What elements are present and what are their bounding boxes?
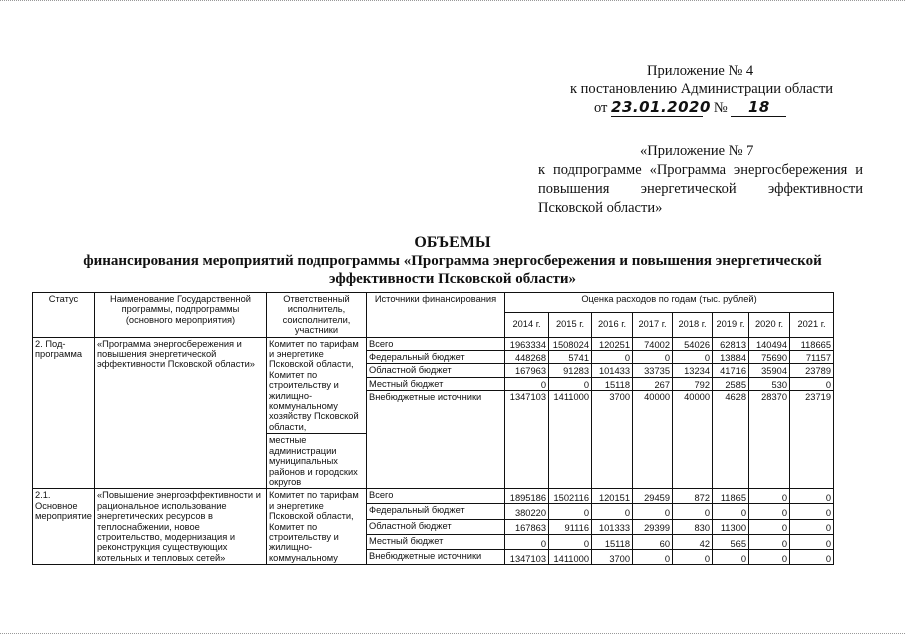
row-source: Федеральный бюджет	[367, 504, 505, 519]
funding-table	[32, 292, 834, 565]
row-source: Местный бюджет	[367, 377, 505, 390]
appendix-date-line	[570, 98, 870, 117]
row-value: 1895186	[505, 489, 549, 504]
row-value: 15118	[592, 534, 633, 549]
row-value: 565	[713, 534, 749, 549]
handwritten-number: 18	[731, 98, 786, 117]
row-value: 4628	[713, 391, 749, 489]
row-value: 0	[673, 351, 713, 364]
row-value: 3700	[592, 391, 633, 489]
row-value: 0	[592, 504, 633, 519]
row-value: 0	[790, 549, 834, 564]
row-value: 0	[549, 377, 592, 390]
row-status: 2.1. Основное мероприятие	[33, 489, 95, 565]
row-source: Всего	[367, 337, 505, 350]
row-value: 120151	[592, 489, 633, 504]
row-value: 0	[673, 549, 713, 564]
header-estimate: Оценка расходов по годам (тыс. рублей)	[505, 293, 834, 313]
row-value: 830	[673, 519, 713, 534]
row-value: 0	[633, 504, 673, 519]
row-value: 29399	[633, 519, 673, 534]
row-value: 40000	[633, 391, 673, 489]
appendix-7-subprogram: к подпрограмме «Программа энергосбережения и повышения энергетической эффективности Псковской области»	[538, 162, 863, 216]
title-description: финансирования мероприятий подпрограммы «Программа энергосбережения и повышения энергетической эффективности Псковской области»	[83, 253, 822, 287]
header-year: 2014 г.	[505, 312, 549, 337]
header-year: 2018 г.	[673, 312, 713, 337]
header-executor: Ответственный исполнитель, соисполнители, участники	[267, 293, 367, 338]
header-year: 2021 г.	[790, 312, 834, 337]
table-row	[33, 337, 834, 350]
row-value: 0	[790, 534, 834, 549]
date-prefix: от	[594, 100, 608, 116]
header-year: 2015 г.	[549, 312, 592, 337]
row-value: 91116	[549, 519, 592, 534]
table-header-row	[33, 293, 834, 313]
handwritten-date: 23.01.2020	[611, 98, 711, 116]
header-year: 2020 г.	[749, 312, 790, 337]
row-value: 1508024	[549, 337, 592, 350]
row-value: 167863	[505, 519, 549, 534]
row-value: 0	[749, 504, 790, 519]
row-value: 23719	[790, 391, 834, 489]
title-volumes: ОБЪЕМЫ	[414, 234, 491, 251]
row-value: 62813	[713, 337, 749, 350]
row-value: 33735	[633, 364, 673, 377]
scan-top-edge	[0, 0, 905, 4]
row-value: 54026	[673, 337, 713, 350]
row-value: 792	[673, 377, 713, 390]
row-executor: Комитет по тарифам и энергетике Псковской области, Комитет по строительству и жилищно-коммунальному	[267, 489, 367, 565]
row-value: 101333	[592, 519, 633, 534]
row-status: 2. Под-программа	[33, 337, 95, 489]
row-source: Федеральный бюджет	[367, 351, 505, 364]
row-value: 74002	[633, 337, 673, 350]
row-value: 2585	[713, 377, 749, 390]
row-value: 0	[713, 504, 749, 519]
row-value: 0	[790, 489, 834, 504]
row-value: 380220	[505, 504, 549, 519]
row-source: Внебюджетные источники	[367, 549, 505, 564]
number-sign: №	[713, 100, 728, 116]
table-row	[33, 489, 834, 504]
row-value: 0	[713, 549, 749, 564]
row-value: 0	[790, 519, 834, 534]
row-value: 35904	[749, 364, 790, 377]
row-source: Внебюджетные источники	[367, 391, 505, 489]
row-source: Областной бюджет	[367, 364, 505, 377]
row-value: 530	[749, 377, 790, 390]
row-source: Местный бюджет	[367, 534, 505, 549]
row-name: «Повышение энергоэффективности и рациональное использование энергетических ресурсов в теплоснабжении, новое строительство, модернизация и реконструкция существующих котельных и тепловых сетей»	[95, 489, 267, 565]
row-value: 140494	[749, 337, 790, 350]
row-value: 0	[749, 534, 790, 549]
row-value: 448268	[505, 351, 549, 364]
row-value: 0	[790, 377, 834, 390]
row-value: 75690	[749, 351, 790, 364]
scan-bottom-edge	[0, 633, 905, 634]
header-year: 2016 г.	[592, 312, 633, 337]
row-executor: Комитет по тарифам и энергетике Псковской области, Комитет по строительству и жилищно-коммунальному хозяйству Псковской области,	[267, 337, 367, 434]
row-value: 42	[673, 534, 713, 549]
row-value: 1502116	[549, 489, 592, 504]
header-status: Статус	[33, 293, 95, 338]
row-value: 0	[749, 519, 790, 534]
row-value: 1411000	[549, 391, 592, 489]
row-value: 0	[592, 351, 633, 364]
row-name: «Программа энергосбережения и повышения энергетической эффективности Псковской области»	[95, 337, 267, 489]
row-value: 118665	[790, 337, 834, 350]
row-source: Областной бюджет	[367, 519, 505, 534]
row-value: 60	[633, 534, 673, 549]
appendix-7-title: «Приложение № 7	[640, 143, 754, 159]
row-value: 1347103	[505, 391, 549, 489]
row-value: 167963	[505, 364, 549, 377]
row-value: 11300	[713, 519, 749, 534]
row-value: 0	[673, 504, 713, 519]
row-value: 0	[549, 534, 592, 549]
row-value: 1411000	[549, 549, 592, 564]
row-value: 0	[505, 377, 549, 390]
row-value: 1347103	[505, 549, 549, 564]
row-value: 41716	[713, 364, 749, 377]
row-value: 267	[633, 377, 673, 390]
row-value: 101433	[592, 364, 633, 377]
row-value: 0	[505, 534, 549, 549]
row-value: 0	[633, 549, 673, 564]
row-value: 11865	[713, 489, 749, 504]
header-year: 2019 г.	[713, 312, 749, 337]
row-value: 1963334	[505, 337, 549, 350]
row-value: 13884	[713, 351, 749, 364]
row-value: 29459	[633, 489, 673, 504]
row-value: 0	[633, 351, 673, 364]
row-value: 0	[549, 504, 592, 519]
row-value: 120251	[592, 337, 633, 350]
row-value: 0	[790, 504, 834, 519]
header-sources: Источники финансирования	[367, 293, 505, 338]
row-value: 13234	[673, 364, 713, 377]
row-source: Всего	[367, 489, 505, 504]
row-value: 3700	[592, 549, 633, 564]
appendix-7-header	[538, 142, 863, 218]
row-value: 91283	[549, 364, 592, 377]
row-value: 872	[673, 489, 713, 504]
row-value: 15118	[592, 377, 633, 390]
row-value: 40000	[673, 391, 713, 489]
appendix-header	[570, 62, 870, 117]
row-value: 23789	[790, 364, 834, 377]
row-value: 0	[749, 549, 790, 564]
row-value: 5741	[549, 351, 592, 364]
document-title	[40, 234, 865, 288]
header-name: Наименование Государственной программы, подпрограммы (основного мероприятия)	[95, 293, 267, 338]
row-executor-local: местные администрации муниципальных районов и городских округов	[267, 434, 367, 489]
appendix-number: Приложение № 4	[647, 63, 754, 79]
row-value: 28370	[749, 391, 790, 489]
row-value: 0	[749, 489, 790, 504]
header-year: 2017 г.	[633, 312, 673, 337]
appendix-resolution: к постановлению Администрации области	[570, 81, 834, 97]
row-value: 71157	[790, 351, 834, 364]
